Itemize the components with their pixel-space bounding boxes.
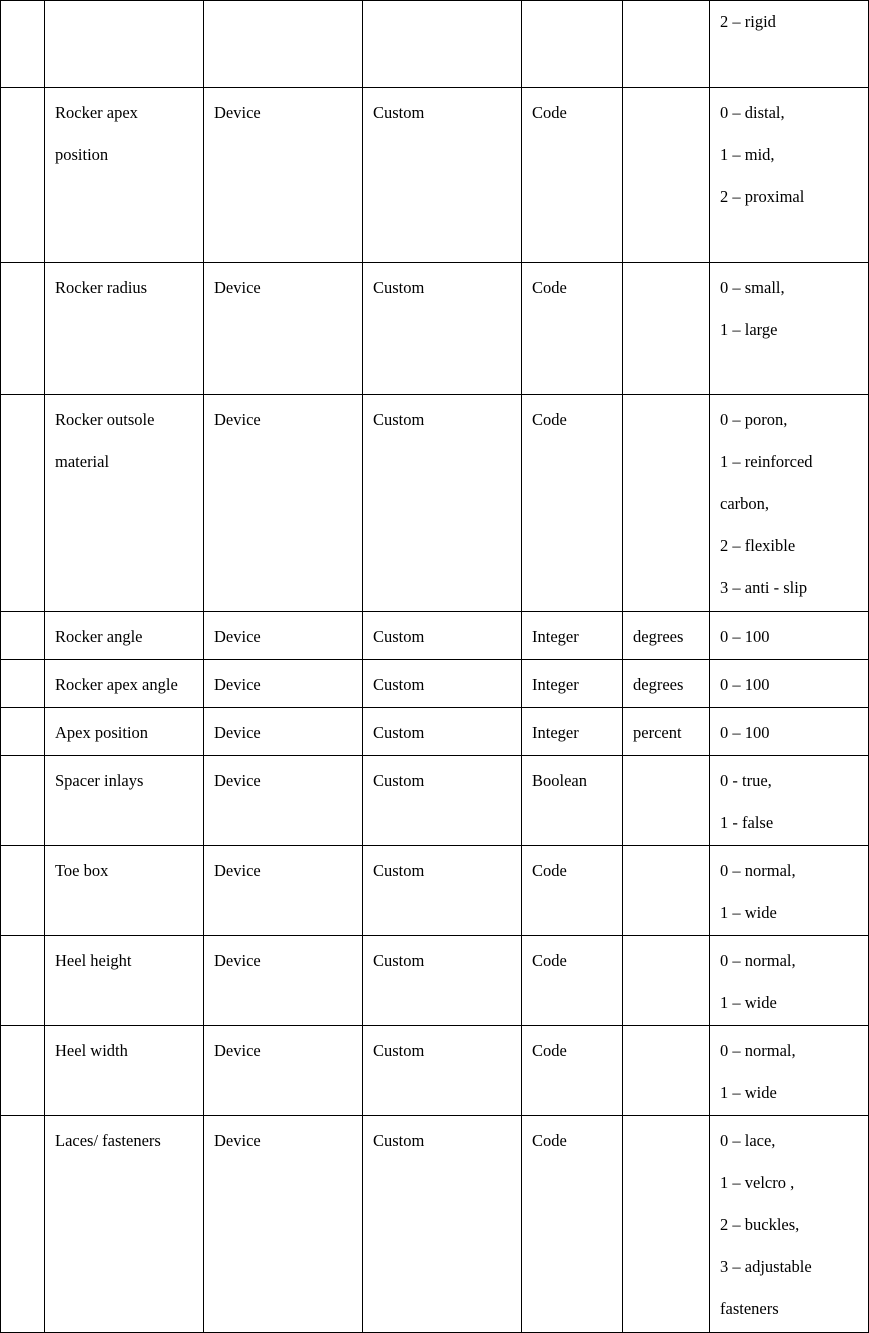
datatype-cell: [522, 263, 623, 395]
unit-cell: [623, 395, 710, 612]
type-cell: [363, 1026, 522, 1116]
allowed-value-line: 1 – wide: [720, 1083, 777, 1102]
category-text: Device: [214, 723, 261, 742]
category-text: Device: [214, 1041, 261, 1060]
category-cell: [204, 708, 363, 756]
variable-name-cell: [45, 846, 204, 936]
category-cell: [204, 263, 363, 395]
allowed-value-line: 0 – poron,: [720, 410, 788, 429]
category-text: Device: [214, 627, 261, 646]
type-text: Custom: [373, 627, 425, 646]
type-cell: [363, 1116, 522, 1333]
unit-cell: [623, 88, 710, 263]
type-text: Custom: [373, 771, 425, 790]
leading-empty-cell: [1, 936, 45, 1026]
allowed-values-cell: [710, 263, 869, 395]
variable-name-cell: [45, 1026, 204, 1116]
allowed-values-cell: [710, 1, 869, 88]
variable-name-cell: [45, 660, 204, 708]
variable-name-cell: [45, 395, 204, 612]
leading-empty-cell: [1, 263, 45, 395]
allowed-values-cell: [710, 660, 869, 708]
table-row: [1, 395, 869, 612]
datatype-text: Boolean: [532, 771, 587, 790]
allowed-value-line: 1 – velcro ,: [720, 1173, 795, 1192]
allowed-value-line: 0 – 100: [720, 675, 770, 694]
unit-cell: [623, 1026, 710, 1116]
variable-name-line: position: [55, 145, 109, 164]
variable-name-cell: [45, 612, 204, 660]
datatype-cell: [522, 1026, 623, 1116]
allowed-value-line: 1 – large: [720, 320, 778, 339]
unit-cell: [623, 1, 710, 88]
allowed-value-line: 3 – adjustable: [720, 1257, 812, 1276]
type-text: Custom: [373, 1131, 425, 1150]
variable-name-cell: [45, 1, 204, 88]
type-text: Custom: [373, 278, 425, 297]
variable-name-line: Toe box: [55, 861, 109, 880]
variable-name-cell: [45, 88, 204, 263]
datatype-cell: [522, 756, 623, 846]
category-cell: [204, 1, 363, 88]
datatype-text: Code: [532, 1041, 567, 1060]
datatype-cell: [522, 1116, 623, 1333]
category-cell: [204, 1116, 363, 1333]
table-row: [1, 708, 869, 756]
variable-name-line: Heel height: [55, 951, 132, 970]
leading-empty-cell: [1, 88, 45, 263]
allowed-values-cell: [710, 88, 869, 263]
datatype-text: Integer: [532, 723, 579, 742]
table-row: [1, 1026, 869, 1116]
allowed-value-line: 0 – normal,: [720, 1041, 796, 1060]
leading-empty-cell: [1, 756, 45, 846]
table-row: [1, 756, 869, 846]
leading-empty-cell: [1, 1116, 45, 1333]
unit-cell: [623, 1116, 710, 1333]
allowed-values-cell: [710, 1116, 869, 1333]
category-text: Device: [214, 410, 261, 429]
leading-empty-cell: [1, 1026, 45, 1116]
variable-name-line: Rocker apex angle: [55, 675, 178, 694]
allowed-value-line: 2 – flexible: [720, 536, 796, 555]
allowed-values-cell: [710, 612, 869, 660]
table-row: [1, 612, 869, 660]
datatype-text: Code: [532, 861, 567, 880]
category-text: Device: [214, 278, 261, 297]
category-text: Device: [214, 675, 261, 694]
allowed-value-line: 1 – mid,: [720, 145, 775, 164]
unit-cell: [623, 756, 710, 846]
type-cell: [363, 88, 522, 263]
leading-empty-cell: [1, 708, 45, 756]
leading-empty-cell: [1, 846, 45, 936]
datatype-text: Integer: [532, 675, 579, 694]
variable-name-line: Spacer inlays: [55, 771, 144, 790]
variable-name-line: material: [55, 452, 110, 471]
allowed-values-cell: [710, 395, 869, 612]
leading-empty-cell: [1, 1, 45, 88]
allowed-value-line: 0 – 100: [720, 723, 770, 742]
table-row: [1, 1116, 869, 1333]
table-row: [1, 936, 869, 1026]
type-cell: [363, 660, 522, 708]
datatype-cell: [522, 846, 623, 936]
allowed-value-line: 2 – proximal: [720, 187, 805, 206]
category-cell: [204, 1026, 363, 1116]
type-text: Custom: [373, 410, 425, 429]
allowed-value-line: 0 – distal,: [720, 103, 785, 122]
allowed-value-line: 1 - false: [720, 813, 774, 832]
table-row: [1, 1, 869, 88]
category-cell: [204, 936, 363, 1026]
allowed-value-line: 0 – normal,: [720, 861, 796, 880]
table-row: [1, 846, 869, 936]
leading-empty-cell: [1, 612, 45, 660]
allowed-value-line: 2 – rigid: [720, 12, 776, 31]
type-cell: [363, 395, 522, 612]
allowed-value-line: carbon,: [720, 494, 770, 513]
category-text: Device: [214, 861, 261, 880]
type-text: Custom: [373, 675, 425, 694]
category-cell: [204, 395, 363, 612]
allowed-value-line: 3 – anti - slip: [720, 578, 808, 597]
table-row: [1, 263, 869, 395]
type-text: Custom: [373, 951, 425, 970]
allowed-value-line: 0 – normal,: [720, 951, 796, 970]
allowed-values-cell: [710, 846, 869, 936]
datatype-cell: [522, 708, 623, 756]
unit-cell: [623, 846, 710, 936]
table-row: [1, 88, 869, 263]
datatype-cell: [522, 936, 623, 1026]
table-body: [1, 1, 869, 1333]
variable-name-line: Laces/ fasteners: [55, 1131, 161, 1150]
category-cell: [204, 756, 363, 846]
datatype-text: Code: [532, 103, 567, 122]
allowed-value-line: 2 – buckles,: [720, 1215, 800, 1234]
table-row: [1, 660, 869, 708]
variable-name-line: Rocker radius: [55, 278, 148, 297]
unit-cell: [623, 708, 710, 756]
unit-cell: [623, 936, 710, 1026]
leading-empty-cell: [1, 395, 45, 612]
allowed-value-line: 0 – 100: [720, 627, 770, 646]
datatype-cell: [522, 395, 623, 612]
allowed-values-cell: [710, 936, 869, 1026]
category-cell: [204, 612, 363, 660]
category-cell: [204, 846, 363, 936]
category-cell: [204, 660, 363, 708]
variable-name-line: Apex position: [55, 723, 149, 742]
datatype-cell: [522, 660, 623, 708]
category-text: Device: [214, 771, 261, 790]
type-text: Custom: [373, 1041, 425, 1060]
allowed-value-line: 0 – lace,: [720, 1131, 776, 1150]
category-cell: [204, 88, 363, 263]
allowed-value-line: fasteners: [720, 1299, 779, 1318]
variable-name-line: Rocker apex: [55, 103, 138, 122]
unit-text: degrees: [633, 675, 684, 694]
allowed-value-line: 1 – wide: [720, 903, 777, 922]
category-text: Device: [214, 103, 261, 122]
category-text: Device: [214, 1131, 261, 1150]
type-text: Custom: [373, 861, 425, 880]
datatype-text: Code: [532, 1131, 567, 1150]
variable-name-cell: [45, 936, 204, 1026]
type-cell: [363, 612, 522, 660]
type-text: Custom: [373, 103, 425, 122]
type-text: Custom: [373, 723, 425, 742]
variable-name-cell: [45, 1116, 204, 1333]
unit-text: percent: [633, 723, 682, 742]
datatype-cell: [522, 612, 623, 660]
datatype-text: Code: [532, 410, 567, 429]
unit-text: degrees: [633, 627, 684, 646]
datatype-cell: [522, 88, 623, 263]
unit-cell: [623, 660, 710, 708]
variable-name-line: Heel width: [55, 1041, 128, 1060]
type-cell: [363, 846, 522, 936]
type-cell: [363, 756, 522, 846]
unit-cell: [623, 612, 710, 660]
type-cell: [363, 708, 522, 756]
datatype-cell: [522, 1, 623, 88]
type-cell: [363, 936, 522, 1026]
allowed-values-cell: [710, 708, 869, 756]
allowed-values-cell: [710, 756, 869, 846]
allowed-value-line: 1 – reinforced: [720, 452, 813, 471]
allowed-value-line: 0 – small,: [720, 278, 785, 297]
unit-cell: [623, 263, 710, 395]
allowed-values-cell: [710, 1026, 869, 1116]
variable-name-cell: [45, 756, 204, 846]
variable-name-cell: [45, 708, 204, 756]
datatype-text: Code: [532, 951, 567, 970]
type-cell: [363, 263, 522, 395]
type-cell: [363, 1, 522, 88]
variable-name-line: Rocker outsole: [55, 410, 155, 429]
category-text: Device: [214, 951, 261, 970]
allowed-value-line: 0 - true,: [720, 771, 772, 790]
leading-empty-cell: [1, 660, 45, 708]
variable-name-line: Rocker angle: [55, 627, 143, 646]
datatype-text: Code: [532, 278, 567, 297]
allowed-value-line: 1 – wide: [720, 993, 777, 1012]
datatype-text: Integer: [532, 627, 579, 646]
variable-name-cell: [45, 263, 204, 395]
